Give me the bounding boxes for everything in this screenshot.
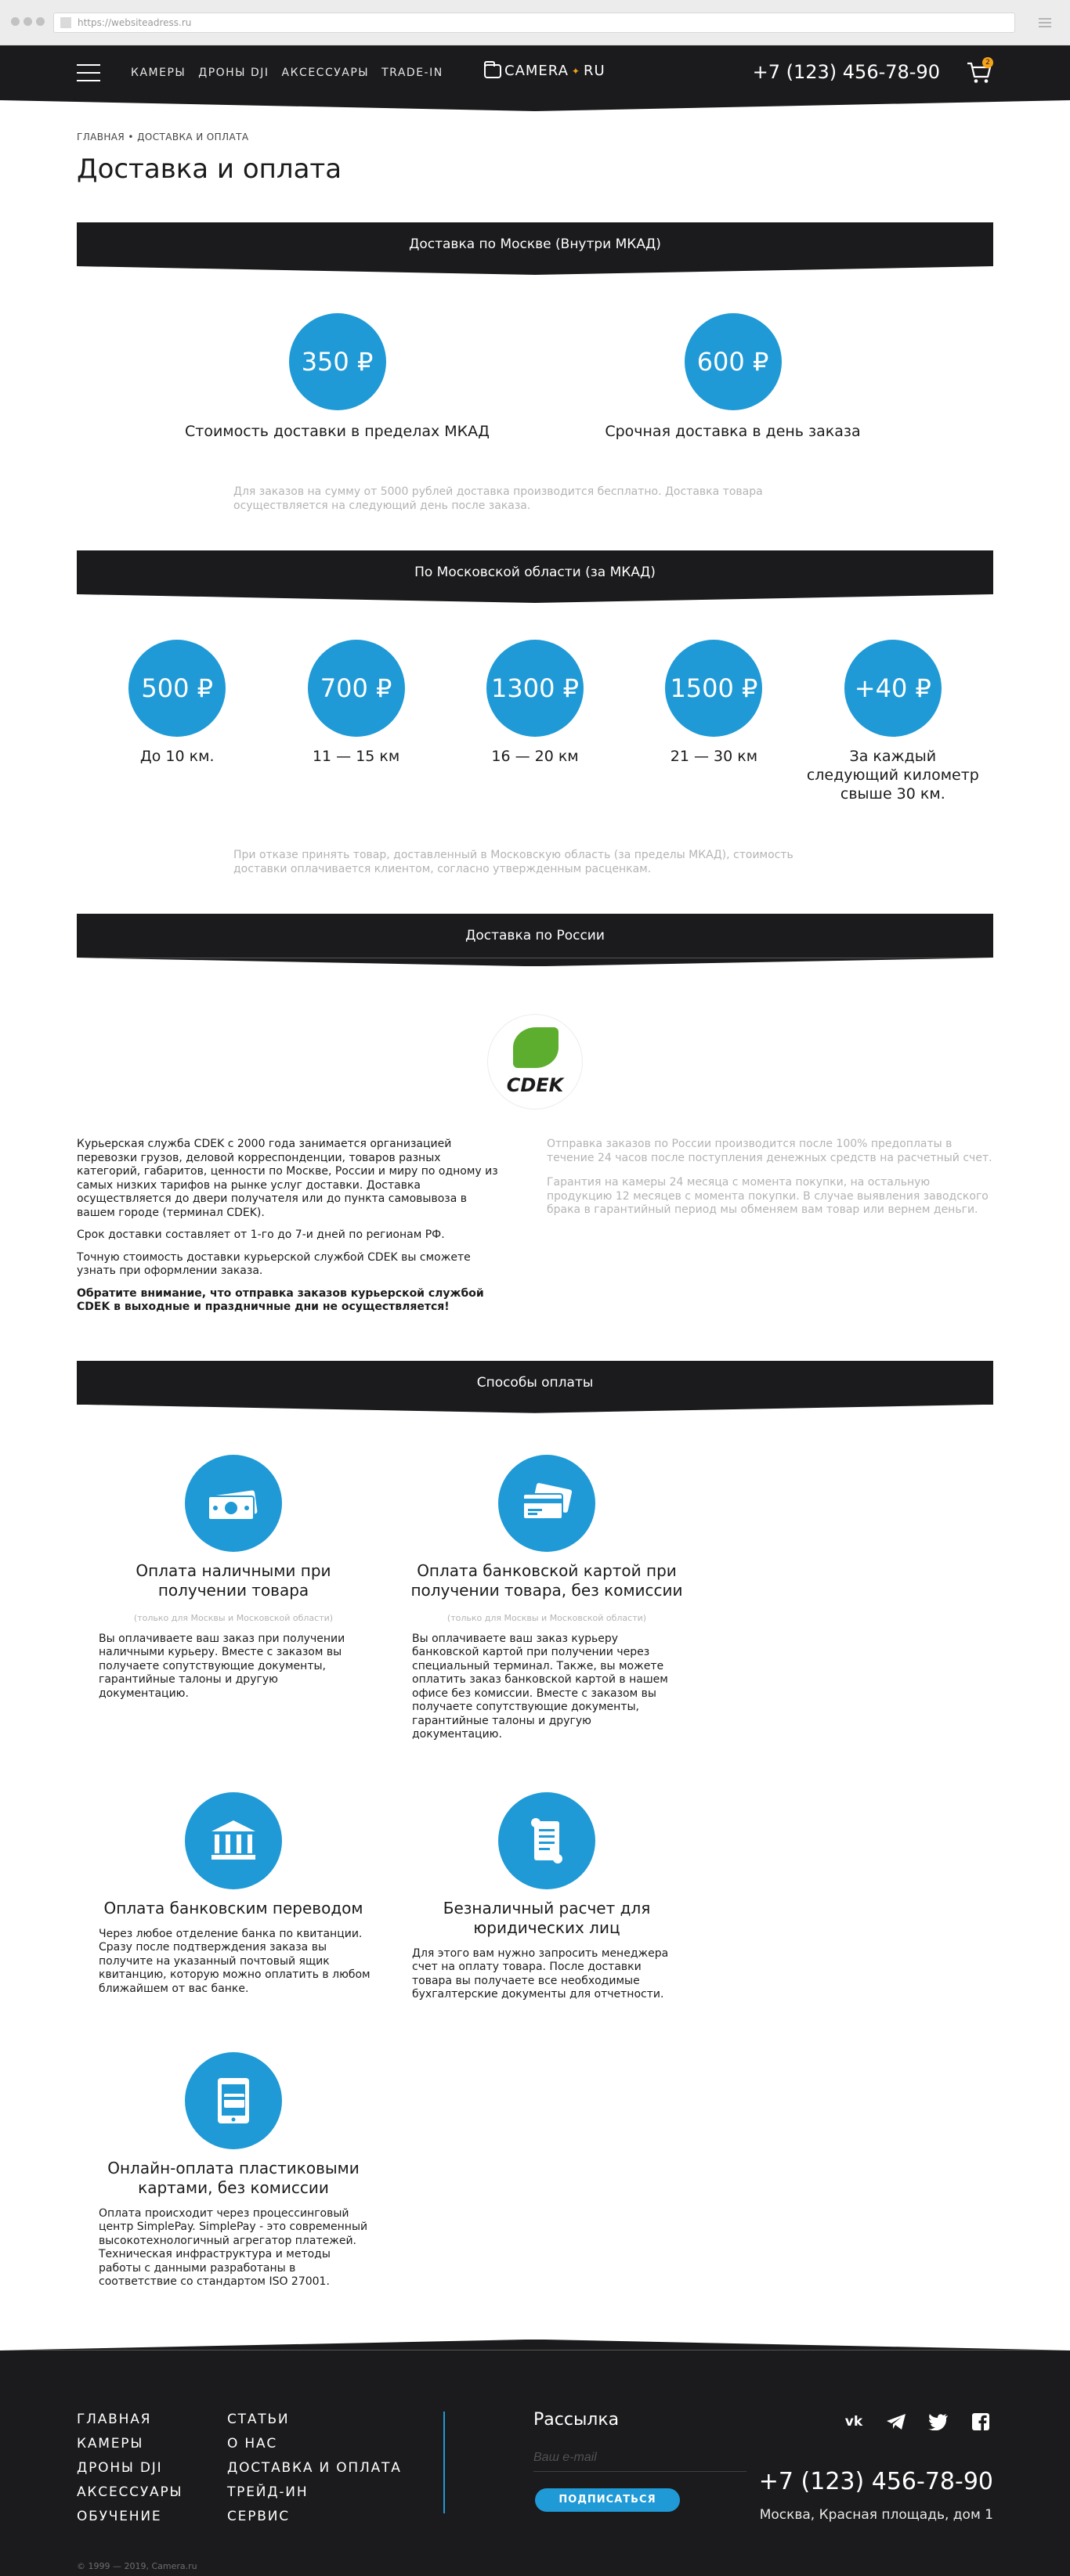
cash-icon [185,1455,282,1552]
footer-nav-col-1 [77,2412,183,2533]
newsletter-title: Рассылка [533,2409,620,2430]
cdek-logo-text: CDEK [506,1074,564,1097]
breadcrumb-separator: • [128,132,134,143]
price-label: 21 — 30 км [670,748,758,765]
payment-method-title: Безналичный расчет для юридических лиц [443,1898,651,1937]
section-header-russia: Доставка по России [77,914,993,958]
site-header [0,45,1070,100]
footer-link[interactable]: КАМЕРЫ [77,2435,144,2452]
payment-method-cash [77,1455,390,1742]
browser-menu-icon[interactable] [1039,16,1051,30]
payment-method-text: Для этого вам нужно запросить менеджера счет на оплату товара. После доставки товара вы получаете все необходимые бухгалтерские документы для отчетности. [412,1946,669,2001]
footer-divider [443,2412,445,2513]
payment-method-title: Оплата банковским переводом [103,1898,363,1918]
cart-button[interactable] [967,61,993,85]
footer-phone[interactable]: +7 (123) 456-78-90 [758,2467,993,2495]
price-circle: 350 ₽ [289,313,386,410]
price-circle: 1500 ₽ [665,640,762,737]
cdek-logo [487,1014,583,1109]
burger-menu-icon[interactable] [77,64,100,88]
payment-method-title: Оплата банковской картой при получении товара, без комиссии [410,1560,683,1600]
footer-link[interactable]: СТАТЬИ [227,2411,290,2427]
camera-logo-icon [484,64,501,78]
favicon-icon [60,17,71,28]
logo-suffix: RU [583,63,605,79]
region-prices [77,640,993,803]
payment-method-text: Вы оплачиваете ваш заказ при получении наличными курьеру. Вместе с заказом вы получаете сопутствующие документы, гарантийные талоны и другую документацию. [99,1632,345,1700]
payment-method-card [390,1455,703,1742]
payment-method-title: Онлайн-оплата пластиковыми картами, без комиссии [107,2158,360,2197]
payment-method-text: Вы оплачиваете ваш заказ курьеру банковской картой при получении через специальный терминал. Также, вы можете оплатить заказ банковской картой в нашем офисе без комиссии. Вместе с заказом вы получаете сопутствующие документы, гарантийные талоны и другую документацию. [412,1632,668,1741]
russia-info [77,1138,993,1323]
price-label: До 10 км. [139,748,215,765]
russia-info-right [547,1138,993,1323]
cdek-leaf-icon [513,1027,558,1068]
breadcrumb-home[interactable]: ГЛАВНАЯ [77,132,125,143]
price-circle: 500 ₽ [128,640,226,737]
russia-note: Гарантия на камеры 24 месяца с момента покупки, на остальную продукцию 12 месяцев с момента покупки. В случае выявления заводского брака в гарантийный период мы обменяем вам товар или вернем деньги. [547,1176,989,1217]
moscow-prices [77,313,993,440]
russia-warning: Обратите внимание, что отправка заказов курьерской службой CDEK в выходные и праздничные дни не осуществляется! [77,1286,484,1314]
payment-method-text: Оплата происходит через процессинговый центр SimplePay. SimplePay - это современный высокотехнологичный агрегатор платежей. Техническая инфраструктура и методы работы с данными разработаны в соответствие со стандартом ISO 27001. [99,2206,368,2289]
invoice-scroll-icon [498,1792,595,1889]
payment-method-note: (только для Москвы и Московской области) [446,1612,647,1623]
twitter-icon[interactable] [926,2412,951,2432]
page-title: Доставка и оплата [77,153,342,185]
logo-star-icon: ✦ [571,65,580,77]
price-circle: 1300 ₽ [486,640,584,737]
facebook-icon[interactable] [968,2412,993,2432]
russia-note: Отправка заказов по России производится после 100% предоплаты в течение 24 часов после поступления денежных средств на расчетный счет. [547,1138,992,1164]
breadcrumb [77,132,993,143]
payment-method-text: Через любое отделение банка по квитанции. Сразу после подтверждения заказа вы получите на указанный почтовый ящик квитанцию, которую можно оплатить в любом ближайшем от вас банке. [99,1927,371,1995]
price-circle: +40 ₽ [844,640,942,737]
moscow-note: Для заказов на сумму от 5000 рублей доставка производится бесплатно. Доставка товара осуществляется на следующий день после заказа. [233,485,763,512]
price-circle: 700 ₽ [308,640,405,737]
telegram-icon[interactable] [884,2412,909,2432]
cart-count-badge: 2 [982,57,993,68]
vk-icon[interactable]: vk [844,2413,863,2430]
price-label: 16 — 20 км [491,748,579,765]
site-footer [0,2351,1070,2576]
price-card [173,313,502,440]
payment-method-bank [77,1792,390,2002]
footer-link[interactable]: ТРЕЙД-ИН [227,2484,309,2500]
footer-link[interactable]: ОБУЧЕНИЕ [77,2508,162,2524]
price-label: 11 — 15 км [312,748,400,765]
social-links [841,2412,993,2432]
footer-address: Москва, Красная площадь, дом 1 [759,2506,993,2523]
subscribe-button[interactable]: ПОДПИСАТЬСЯ [535,2488,680,2512]
main-content [77,132,993,2340]
price-card [266,640,445,803]
price-card [88,640,266,803]
section-header-region: По Московской области (за МКАД) [77,550,993,594]
russia-info-left [77,1138,508,1323]
breadcrumb-current: ДОСТАВКА И ОПЛАТА [137,132,249,143]
site-logo[interactable] [484,63,605,79]
footer-nav-col-2 [227,2412,402,2533]
footer-link[interactable]: О НАС [227,2435,278,2452]
logo-text: CAMERA [504,63,569,79]
russia-paragraph: Срок доставки составляет от 1-го до 7-и дней по регионам РФ. [77,1228,445,1242]
price-card [624,640,803,803]
region-note: При отказе принять товар, доставленный в Московскую область (за пределы МКАД), стоимость доставки оплачивается клиентом, согласно утвержденным расценкам. [233,849,793,875]
nav-item-drones[interactable]: ДРОНЫ DJI [198,67,269,79]
footer-link[interactable]: АКСЕССУАРЫ [77,2484,183,2500]
bank-icon [185,1792,282,1889]
price-label: Срочная доставка в день заказа [605,423,861,440]
footer-link[interactable]: ДРОНЫ DJI [77,2459,163,2476]
footer-link[interactable]: ДОСТАВКА И ОПЛАТА [227,2459,402,2476]
nav-item-accessories[interactable]: АКСЕССУАРЫ [281,67,370,79]
nav-item-cameras[interactable]: КАМЕРЫ [131,67,186,79]
window-controls[interactable] [11,17,45,26]
url-text[interactable]: https://websiteadress.ru [78,17,192,28]
footer-link[interactable]: ГЛАВНАЯ [77,2411,152,2427]
price-circle: 600 ₽ [685,313,782,410]
price-card [569,313,898,440]
price-label: Стоимость доставки в пределах МКАД [184,423,490,440]
nav-item-trade-in[interactable]: TRADE-IN [381,67,443,79]
russia-paragraph: Курьерская служба CDEK с 2000 года занимается организацией перевозки грузов, деловой корреспонденции, товаров разных категорий, габаритов, ценности по Москве, России и миру по одному из самых низких тарифов на рынке услуг доставки. Доставка осуществляется до двери получателя или до пункта самовывоза в вашем городе (терминал CDEK). [77,1138,498,1219]
payment-methods [77,1455,993,2340]
section-header-payment: Способы оплаты [77,1361,993,1405]
price-card [446,640,624,803]
section-header-moscow: Доставка по Москве (Внутри МКАД) [77,222,993,266]
payment-method-online [77,2052,390,2289]
header-phone[interactable]: +7 (123) 456-78-90 [752,61,940,83]
payment-method-note: (только для Москвы и Московской области) [133,1612,334,1623]
price-card [804,640,982,803]
price-label: За каждый следующий километр свыше 30 км. [806,748,979,803]
browser-toolbar [0,0,1070,45]
russia-paragraph: Точную стоимость доставки курьерской службой CDEK вы сможете узнать при оформлении заказа. [77,1250,471,1278]
address-bar[interactable] [53,13,1015,33]
footer-link[interactable]: СЕРВИС [227,2508,290,2524]
copyright: © 1999 — 2019, Camera.ru [77,2560,197,2571]
bank-card-icon [498,1455,595,1552]
payment-method-invoice [390,1792,703,2002]
newsletter-email-input[interactable] [533,2451,746,2472]
payment-method-title: Оплата наличными при получении товара [136,1560,331,1600]
tablet-card-icon [185,2052,282,2149]
main-nav [131,67,443,79]
